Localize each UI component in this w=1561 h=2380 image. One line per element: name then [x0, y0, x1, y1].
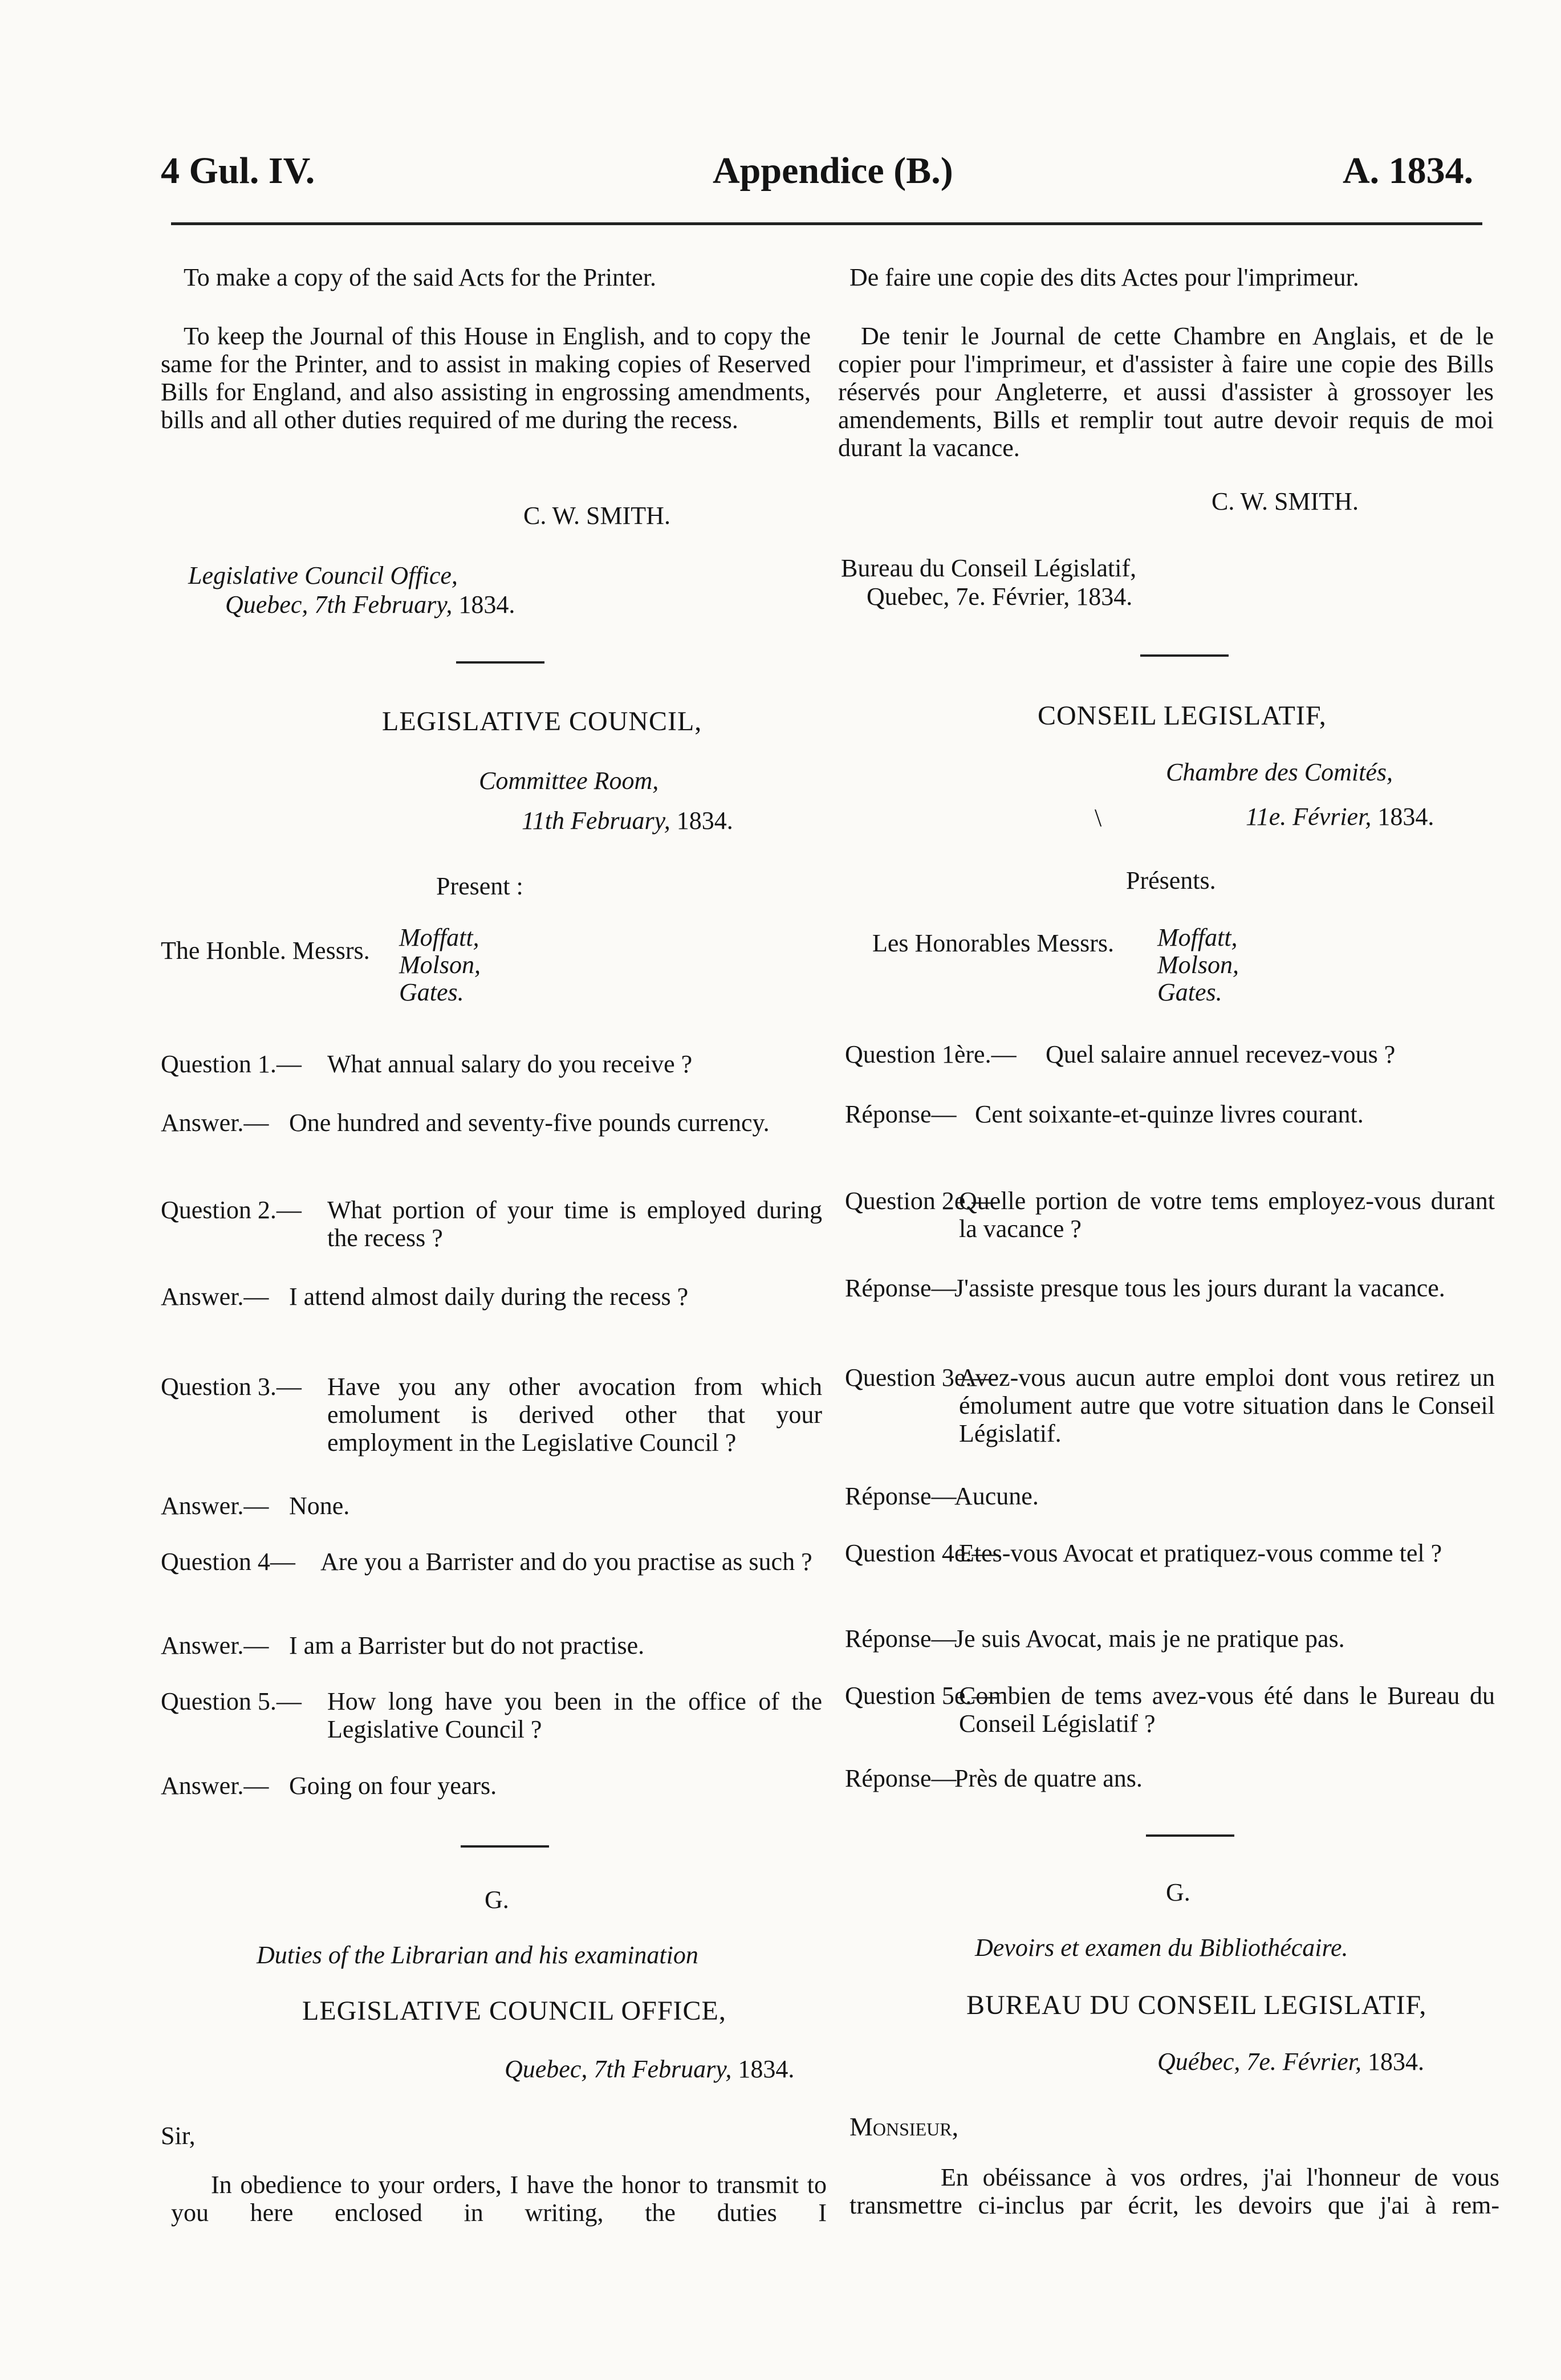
- en-council-title: LEGISLATIVE COUNCIL,: [382, 706, 702, 737]
- fr-question-5: [845, 1682, 1495, 1738]
- fr-qa-text: Etes-vous Avocat et pratiquez-vous comme tel ?: [959, 1539, 1442, 1567]
- fr-qa-label: Réponse—: [845, 1625, 957, 1653]
- fr-qa-text: Avez-vous aucun autre emploi dont vous retirez un émolument autre que votre situation dans le Conseil Législatif.: [959, 1364, 1495, 1447]
- en-present: Present :: [436, 872, 523, 900]
- en-qa-text: None.: [289, 1492, 350, 1520]
- fr-member: Gates.: [1157, 978, 1222, 1006]
- en-member: Molson,: [399, 951, 481, 979]
- en-para-journal: To keep the Journal of this House in English, and to copy the same for the Printer, and to assist in making copies of Reserved Bills for England, and also assisting in engrossing amendments, bills and all other duties required of me during the recess.: [161, 322, 811, 434]
- fr-present: Présents.: [1126, 866, 1216, 894]
- fr-qa-label: Question 2e.—: [845, 1187, 997, 1215]
- fr-council-title: CONSEIL LEGISLATIF,: [1038, 701, 1327, 731]
- en-qa-label: Answer.—: [161, 1109, 269, 1137]
- fr-member: Moffatt,: [1157, 923, 1238, 951]
- en-qa-label: Answer.—: [161, 1492, 269, 1520]
- fr-office-date-year: 1834.: [1367, 2048, 1424, 2076]
- header-left: 4 Gul. IV.: [161, 150, 315, 192]
- en-member: Gates.: [399, 978, 464, 1006]
- fr-committee-year: 1834.: [1377, 803, 1434, 831]
- en-qa-label: Question 4—: [161, 1548, 295, 1576]
- fr-section-letter: G.: [1166, 1878, 1190, 1906]
- en-members-label: The Honble. Messrs.: [161, 937, 370, 965]
- fr-qa-text: Cent soixante-et-quinze livres courant.: [975, 1100, 1364, 1128]
- fr-qa-text: Je suis Avocat, mais je ne pratique pas.: [954, 1625, 1345, 1653]
- fr-qa-label: Question 1ère.—: [845, 1040, 1017, 1068]
- en-question-4: [161, 1548, 822, 1576]
- fr-question-3: [845, 1364, 1495, 1447]
- en-question-2: [161, 1196, 822, 1252]
- fr-qa-label: Réponse—: [845, 1274, 957, 1302]
- en-qa-label: Question 2.—: [161, 1196, 302, 1224]
- fr-qa-label: Réponse—: [845, 1764, 957, 1792]
- en-committee-year: 1834.: [676, 807, 733, 835]
- fr-stray-mark: \: [1095, 804, 1102, 832]
- fr-qa-text: Quel salaire annuel recevez-vous ?: [1046, 1040, 1396, 1068]
- fr-qa-label: Question 3e.—: [845, 1364, 997, 1392]
- en-rule-1: [456, 661, 544, 664]
- fr-para-journal: De tenir le Journal de cette Chambre en Anglais, et de le copier pour l'imprimeur, et d'assister à faire une copie des Bills réservés pour Angleterre, et aussi d'assister à grossoyer les amendements, Bills et remplir tout autre devoir requis de moi durant la vacance.: [838, 322, 1494, 462]
- fr-qa-text: Quelle portion de votre tems employez-vous durant la vacance ?: [959, 1187, 1495, 1243]
- fr-question-4: [845, 1539, 1495, 1567]
- en-rule-2: [461, 1845, 549, 1848]
- fr-office-title: BUREAU DU CONSEIL LEGISLATIF,: [966, 1990, 1427, 2020]
- fr-question-2: [845, 1187, 1495, 1243]
- en-office-date-text: Quebec, 7th February,: [505, 2055, 732, 2083]
- en-office-title: LEGISLATIVE COUNCIL OFFICE,: [302, 1996, 726, 2026]
- en-answer-2: [161, 1283, 822, 1311]
- header-center: Appendice (B.): [713, 150, 953, 192]
- fr-answer-5: [845, 1764, 1495, 1792]
- header-rule: [171, 222, 1482, 225]
- en-duties-title: Duties of the Librarian and his examination: [257, 1941, 698, 1969]
- fr-committee-date: [1246, 803, 1434, 831]
- fr-rule-2: [1146, 1834, 1234, 1837]
- en-section-letter: G.: [485, 1886, 509, 1914]
- en-signature: C. W. SMITH.: [523, 502, 670, 530]
- fr-para-copy-acts: De faire une copie des dits Actes pour l'imprimeur.: [849, 263, 1359, 291]
- fr-answer-2: [845, 1274, 1495, 1302]
- fr-office-line2: Quebec, 7e. Février, 1834.: [867, 583, 1133, 611]
- en-qa-label: Answer.—: [161, 1632, 269, 1659]
- fr-qa-label: Réponse—: [845, 1482, 957, 1510]
- en-qa-text: Have you any other avocation from which emolument is derived other that your employment in the Legislative Council ?: [327, 1373, 822, 1457]
- en-committee-date-text: 11th February,: [522, 807, 670, 835]
- en-question-5: [161, 1687, 822, 1743]
- en-para-obedience: In obedience to your orders, I have the honor to transmit to you here enclosed in writing, the duties I: [171, 2171, 827, 2227]
- en-qa-text: Are you a Barrister and do you practise as such ?: [320, 1548, 812, 1576]
- fr-committee-date-text: 11e. Février,: [1246, 803, 1372, 831]
- en-committee-room: Committee Room,: [479, 767, 659, 795]
- en-qa-text: What portion of your time is employed during the recess ?: [327, 1196, 822, 1252]
- en-qa-label: Question 1.—: [161, 1050, 302, 1078]
- fr-qa-label: Question 5e.—: [845, 1682, 997, 1710]
- fr-qa-label: Réponse—: [845, 1100, 957, 1128]
- fr-qa-text: J'assiste presque tous les jours durant la vacance.: [954, 1274, 1445, 1302]
- en-qa-label: Answer.—: [161, 1283, 269, 1311]
- en-answer-5: [161, 1772, 822, 1800]
- fr-para-obedience: En obéissance à vos ordres, j'ai l'honneur de vous transmettre ci-inclus par écrit, les devoirs que j'ai à rem-: [849, 2163, 1499, 2219]
- en-qa-text: I attend almost daily during the recess ?: [289, 1283, 689, 1311]
- en-qa-text: I am a Barrister but do not practise.: [289, 1632, 645, 1659]
- en-qa-text: How long have you been in the office of the Legislative Council ?: [327, 1687, 822, 1743]
- fr-question-1: [845, 1040, 1495, 1068]
- fr-members-label: Les Honorables Messrs.: [872, 929, 1115, 957]
- en-answer-4: [161, 1632, 822, 1659]
- fr-office-line1: Bureau du Conseil Législatif,: [841, 554, 1137, 582]
- en-committee-date: [522, 807, 733, 835]
- en-answer-1: [161, 1109, 822, 1137]
- en-office-date-year: 1834.: [738, 2055, 795, 2083]
- fr-qa-text: Combien de tems avez-vous été dans le Bureau du Conseil Législatif ?: [959, 1682, 1495, 1738]
- en-para-copy-acts: To make a copy of the said Acts for the Printer.: [184, 263, 657, 291]
- en-question-1: [161, 1050, 822, 1078]
- header-right: A. 1834.: [1343, 150, 1474, 192]
- en-question-3: [161, 1373, 822, 1457]
- en-office-date-line: [505, 2055, 794, 2083]
- en-office-date: Quebec, 7th February,: [225, 591, 453, 619]
- fr-committee-room: Chambre des Comités,: [1166, 758, 1393, 786]
- fr-duties-title: Devoirs et examen du Bibliothécaire.: [975, 1934, 1348, 1962]
- en-office-line2: [225, 591, 515, 619]
- fr-member: Molson,: [1157, 951, 1239, 979]
- fr-answer-1: [845, 1100, 1495, 1128]
- en-salutation: Sir,: [161, 2122, 196, 2150]
- en-office-year: 1834.: [458, 591, 515, 619]
- fr-answer-4: [845, 1625, 1495, 1653]
- en-qa-text: What annual salary do you receive ?: [327, 1050, 693, 1078]
- fr-rule-1: [1140, 654, 1229, 657]
- en-qa-text: One hundred and seventy-five pounds currency.: [289, 1109, 770, 1137]
- fr-office-date-line: [1157, 2048, 1424, 2076]
- en-member: Moffatt,: [399, 923, 479, 951]
- fr-qa-label: Question 4e.—: [845, 1539, 997, 1567]
- fr-signature: C. W. SMITH.: [1212, 487, 1359, 515]
- fr-answer-3: [845, 1482, 1495, 1510]
- en-qa-text: Going on four years.: [289, 1772, 497, 1800]
- en-answer-3: [161, 1492, 822, 1520]
- fr-qa-text: Près de quatre ans.: [954, 1764, 1143, 1792]
- en-qa-label: Answer.—: [161, 1772, 269, 1800]
- en-qa-label: Question 3.—: [161, 1373, 302, 1401]
- en-qa-label: Question 5.—: [161, 1687, 302, 1715]
- fr-salutation: Monsieur,: [849, 2112, 959, 2141]
- en-office-line1: Legislative Council Office,: [188, 562, 458, 589]
- fr-qa-text: Aucune.: [954, 1482, 1039, 1510]
- fr-office-date-text: Québec, 7e. Février,: [1157, 2048, 1361, 2076]
